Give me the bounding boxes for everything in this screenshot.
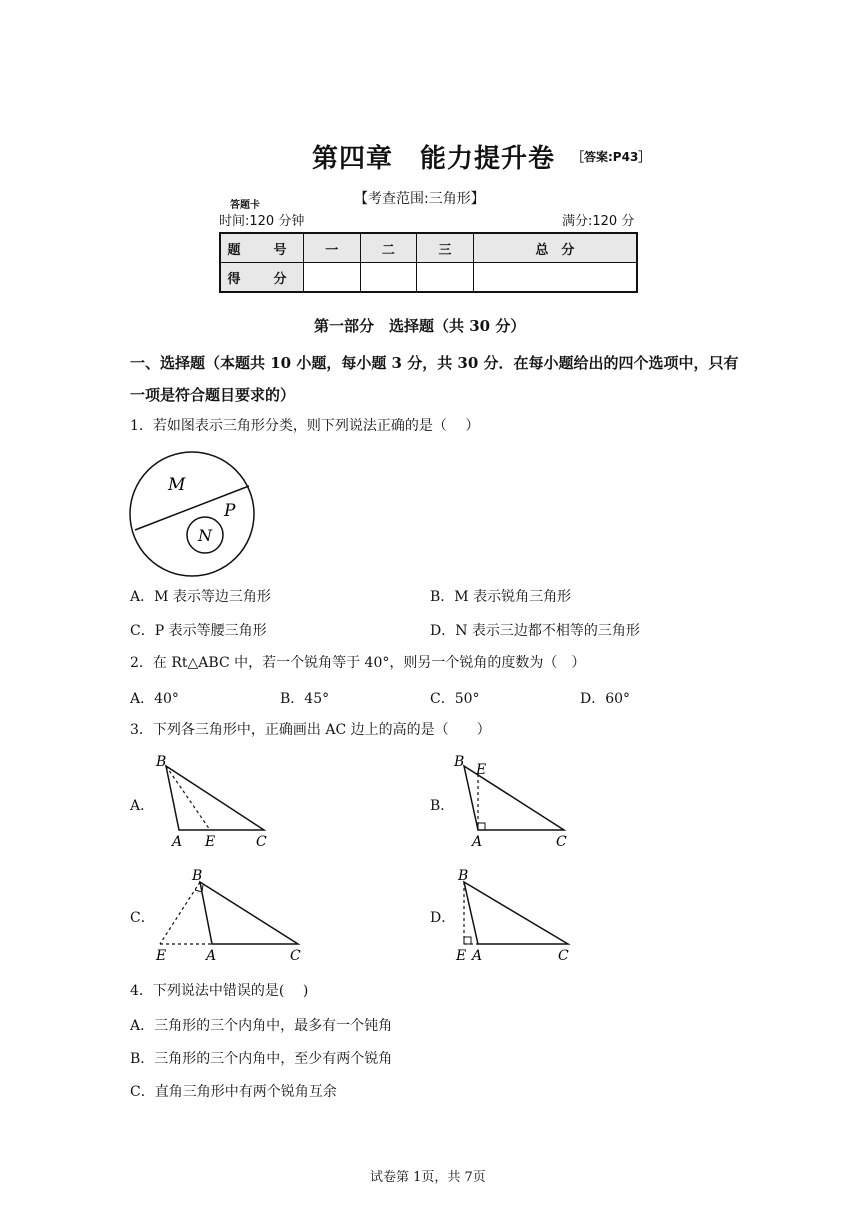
score-blank[interactable] xyxy=(304,263,361,293)
vertex-c: C xyxy=(256,834,267,850)
vertex-e: E xyxy=(156,948,167,964)
time-limit: 时间:120 分钟 xyxy=(219,214,305,229)
page-title: 第四章 能力提升卷 xyxy=(312,144,556,174)
page-footer: 试卷第 1页，共 7页 xyxy=(370,1170,486,1185)
vertex-c: C xyxy=(556,834,567,850)
question-4-stem: 4．下列说法中错误的是( ) xyxy=(130,983,309,999)
answer-tag: ［答案:P43］ xyxy=(572,150,651,164)
q1-option-b[interactable]: B．M 表示锐角三角形 xyxy=(430,589,572,605)
q2-option-c[interactable]: C．50° xyxy=(430,691,480,707)
vertex-b: B xyxy=(454,754,465,770)
q1-option-d[interactable]: D．N 表示三边都不相等的三角形 xyxy=(430,623,640,639)
section-title: 一、选择题（本题共 10 小题，每小题 3 分，共 30 分．在每小题给出的四个选项中，只有一项是符合题目要求的） xyxy=(130,354,739,404)
question-3-stem: 3．下列各三角形中，正确画出 AC 边上的高的是（ ） xyxy=(130,722,491,738)
vertex-b: B xyxy=(156,754,167,770)
classification-figure xyxy=(126,450,266,578)
exam-scope: 【考查范围:三角形】 xyxy=(354,191,485,207)
score-blank[interactable] xyxy=(417,263,474,293)
score-blank[interactable] xyxy=(360,263,417,293)
triangle-figure-d xyxy=(450,866,580,966)
score-cell-label: 题 号 xyxy=(220,233,304,263)
label-m: M xyxy=(168,475,186,495)
q3-option-c[interactable]: C． xyxy=(130,910,155,926)
score-blank[interactable] xyxy=(473,263,637,293)
vertex-e: E xyxy=(456,948,467,964)
question-1-stem: 1．若如图表示三角形分类，则下列说法正确的是（ ） xyxy=(130,418,480,434)
score-cell-total: 总 分 xyxy=(473,233,637,263)
vertex-a: A xyxy=(472,948,483,964)
score-table-score-row xyxy=(220,263,637,293)
vertex-a: A xyxy=(472,834,483,850)
vertex-e: E xyxy=(476,762,487,778)
triangle-figure-a xyxy=(150,752,280,852)
vertex-c: C xyxy=(290,948,301,964)
question-2-stem: 2．在 Rt△ABC 中，若一个锐角等于 40°，则另一个锐角的度数为（ ） xyxy=(130,655,586,671)
label-n: N xyxy=(198,526,212,545)
q2-option-d[interactable]: D．60° xyxy=(580,691,631,707)
q4-option-c[interactable]: C．直角三角形中有两个锐角互余 xyxy=(130,1084,337,1100)
q4-option-a[interactable]: A．三角形的三个内角中，最多有一个钝角 xyxy=(130,1018,393,1034)
vertex-a: A xyxy=(206,948,217,964)
q3-option-d[interactable]: D． xyxy=(430,910,456,926)
score-cell-2: 二 xyxy=(360,233,417,263)
vertex-b: B xyxy=(458,868,469,884)
score-table xyxy=(219,232,638,293)
score-table-header-row xyxy=(220,233,637,263)
q2-option-b[interactable]: B．45° xyxy=(280,691,330,707)
triangle-figure-b xyxy=(450,752,580,852)
score-cell-3: 三 xyxy=(417,233,474,263)
vertex-e: E xyxy=(205,834,216,850)
q2-option-a[interactable]: A．40° xyxy=(130,691,179,707)
answer-card-label: 答题卡 xyxy=(230,200,260,211)
label-p: P xyxy=(224,501,236,521)
vertex-b: B xyxy=(192,868,203,884)
part-title: 第一部分 选择题（共 30 分） xyxy=(314,317,526,335)
vertex-c: C xyxy=(558,948,569,964)
q3-option-a[interactable]: A． xyxy=(130,798,155,814)
q4-option-b[interactable]: B．三角形的三个内角中，至少有两个锐角 xyxy=(130,1051,393,1067)
score-cell-1: 一 xyxy=(304,233,361,263)
full-score: 满分:120 分 xyxy=(562,214,635,229)
q1-option-c[interactable]: C．P 表示等腰三角形 xyxy=(130,623,267,639)
triangle-figure-c xyxy=(150,866,310,966)
score-row-label: 得 分 xyxy=(220,263,304,293)
q3-option-b[interactable]: B． xyxy=(430,798,455,814)
q1-option-a[interactable]: A．M 表示等边三角形 xyxy=(130,589,271,605)
vertex-a: A xyxy=(172,834,183,850)
